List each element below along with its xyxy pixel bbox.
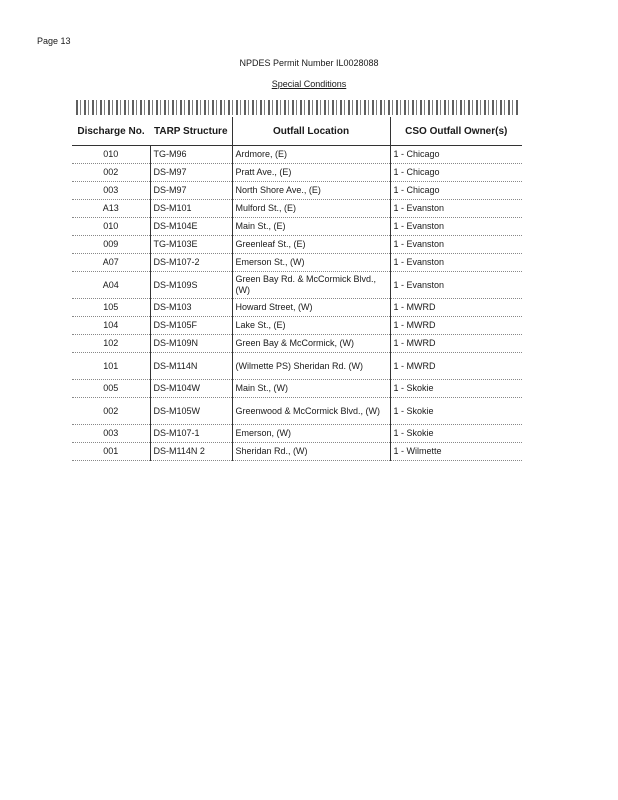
permit-number: NPDES Permit Number IL0028088 bbox=[239, 58, 379, 68]
tarp-structure-cell: DS-M103 bbox=[150, 299, 232, 317]
discharge-no-cell: A13 bbox=[72, 200, 150, 218]
cso-owner-cell: 1 - Evanston bbox=[390, 254, 522, 272]
tarp-structure-cell: DS-M114N bbox=[150, 353, 232, 380]
table-row bbox=[72, 398, 522, 425]
outfall-location-cell: Emerson, (W) bbox=[232, 425, 390, 443]
cso-owner-cell: 1 - Skokie bbox=[390, 398, 522, 425]
discharge-no-cell: 001 bbox=[72, 443, 150, 461]
cso-owner-cell: 1 - Chicago bbox=[390, 182, 522, 200]
table-row bbox=[72, 164, 522, 182]
outfall-location-cell: North Shore Ave., (E) bbox=[232, 182, 390, 200]
outfall-location-cell: Emerson St., (W) bbox=[232, 254, 390, 272]
table-row bbox=[72, 353, 522, 380]
tarp-structure-cell: DS-M109N bbox=[150, 335, 232, 353]
outfall-location-cell: Main St., (E) bbox=[232, 218, 390, 236]
tarp-structure-cell: DS-M114N 2 bbox=[150, 443, 232, 461]
outfall-location-cell: Sheridan Rd., (W) bbox=[232, 443, 390, 461]
table-row bbox=[72, 272, 522, 299]
tarp-structure-cell: DS-M107-2 bbox=[150, 254, 232, 272]
discharge-no-cell: 105 bbox=[72, 299, 150, 317]
discharge-no-cell: 102 bbox=[72, 335, 150, 353]
outfall-location-cell: Pratt Ave., (E) bbox=[232, 164, 390, 182]
outfall-location-cell: Howard Street, (W) bbox=[232, 299, 390, 317]
discharge-no-cell: 104 bbox=[72, 317, 150, 335]
tarp-structure-cell: DS-M104E bbox=[150, 218, 232, 236]
cso-owner-cell: 1 - MWRD bbox=[390, 317, 522, 335]
discharge-no-cell: 005 bbox=[72, 380, 150, 398]
table-row bbox=[72, 200, 522, 218]
discharge-no-cell: 010 bbox=[72, 218, 150, 236]
cso-owner-cell: 1 - Wilmette bbox=[390, 443, 522, 461]
tarp-structure-cell: TG-M96 bbox=[150, 146, 232, 164]
cso-owner-cell: 1 - Evanston bbox=[390, 200, 522, 218]
outfall-location-cell: Greenleaf St., (E) bbox=[232, 236, 390, 254]
cso-owner-cell: 1 - Skokie bbox=[390, 380, 522, 398]
discharge-no-cell: A04 bbox=[72, 272, 150, 299]
tarp-structure-cell: DS-M105F bbox=[150, 317, 232, 335]
tarp-structure-cell: DS-M109S bbox=[150, 272, 232, 299]
cso-owner-cell: 1 - Evanston bbox=[390, 218, 522, 236]
table-row bbox=[72, 443, 522, 461]
cso-owner-cell: 1 - Chicago bbox=[390, 164, 522, 182]
outfall-location-cell: Green Bay Rd. & McCormick Blvd., (W) bbox=[232, 272, 390, 299]
header-outfall-location: Outfall Location bbox=[232, 117, 390, 146]
header-discharge-no: Discharge No. bbox=[77, 125, 145, 137]
cso-outfall-table bbox=[72, 117, 522, 461]
section-title bbox=[0, 79, 618, 89]
tarp-structure-cell: DS-M97 bbox=[150, 182, 232, 200]
outfall-location-cell: Lake St., (E) bbox=[232, 317, 390, 335]
tarp-structure-cell: TG-M103E bbox=[150, 236, 232, 254]
table-row bbox=[72, 317, 522, 335]
tarp-structure-cell: DS-M104W bbox=[150, 380, 232, 398]
discharge-no-cell: 002 bbox=[72, 164, 150, 182]
table-row bbox=[72, 236, 522, 254]
discharge-no-cell: 002 bbox=[72, 398, 150, 425]
table-row bbox=[72, 335, 522, 353]
cso-owner-cell: 1 - Evanston bbox=[390, 236, 522, 254]
discharge-no-cell: A07 bbox=[72, 254, 150, 272]
page-number: Page 13 bbox=[37, 36, 71, 46]
table-body bbox=[72, 146, 522, 461]
header-tarp-structure: TARP Structure bbox=[153, 125, 228, 137]
cso-owner-cell: 1 - Evanston bbox=[390, 272, 522, 299]
header-cso-owner: CSO Outfall Owner(s) bbox=[390, 117, 522, 146]
table-row bbox=[72, 218, 522, 236]
discharge-no-cell: 003 bbox=[72, 182, 150, 200]
discharge-no-cell: 009 bbox=[72, 236, 150, 254]
outfall-location-cell: Ardmore, (E) bbox=[232, 146, 390, 164]
table-row bbox=[72, 146, 522, 164]
table-row bbox=[72, 254, 522, 272]
discharge-no-cell: 101 bbox=[72, 353, 150, 380]
outfall-location-cell: Green Bay & McCormick, (W) bbox=[232, 335, 390, 353]
tarp-structure-cell: DS-M107-1 bbox=[150, 425, 232, 443]
outfall-location-cell: Main St., (W) bbox=[232, 380, 390, 398]
cso-owner-cell: 1 - MWRD bbox=[390, 335, 522, 353]
outfall-location-cell: (Wilmette PS) Sheridan Rd. (W) bbox=[232, 353, 390, 380]
cso-owner-cell: 1 - Skokie bbox=[390, 425, 522, 443]
table-row bbox=[72, 182, 522, 200]
table-header-row bbox=[72, 117, 522, 146]
cso-owner-cell: 1 - Chicago bbox=[390, 146, 522, 164]
discharge-no-cell: 010 bbox=[72, 146, 150, 164]
tarp-structure-cell: DS-M97 bbox=[150, 164, 232, 182]
table-row bbox=[72, 299, 522, 317]
tarp-structure-cell: DS-M101 bbox=[150, 200, 232, 218]
tarp-structure-cell: DS-M105W bbox=[150, 398, 232, 425]
discharge-no-cell: 003 bbox=[72, 425, 150, 443]
table-row bbox=[72, 425, 522, 443]
cso-owner-cell: 1 - MWRD bbox=[390, 299, 522, 317]
outfall-location-cell: Mulford St., (E) bbox=[232, 200, 390, 218]
table-row bbox=[72, 380, 522, 398]
outfall-location-cell: Greenwood & McCormick Blvd., (W) bbox=[232, 398, 390, 425]
scanned-header-band bbox=[76, 100, 518, 115]
section-title-text: Special Conditions bbox=[271, 79, 347, 89]
cso-owner-cell: 1 - MWRD bbox=[390, 353, 522, 380]
